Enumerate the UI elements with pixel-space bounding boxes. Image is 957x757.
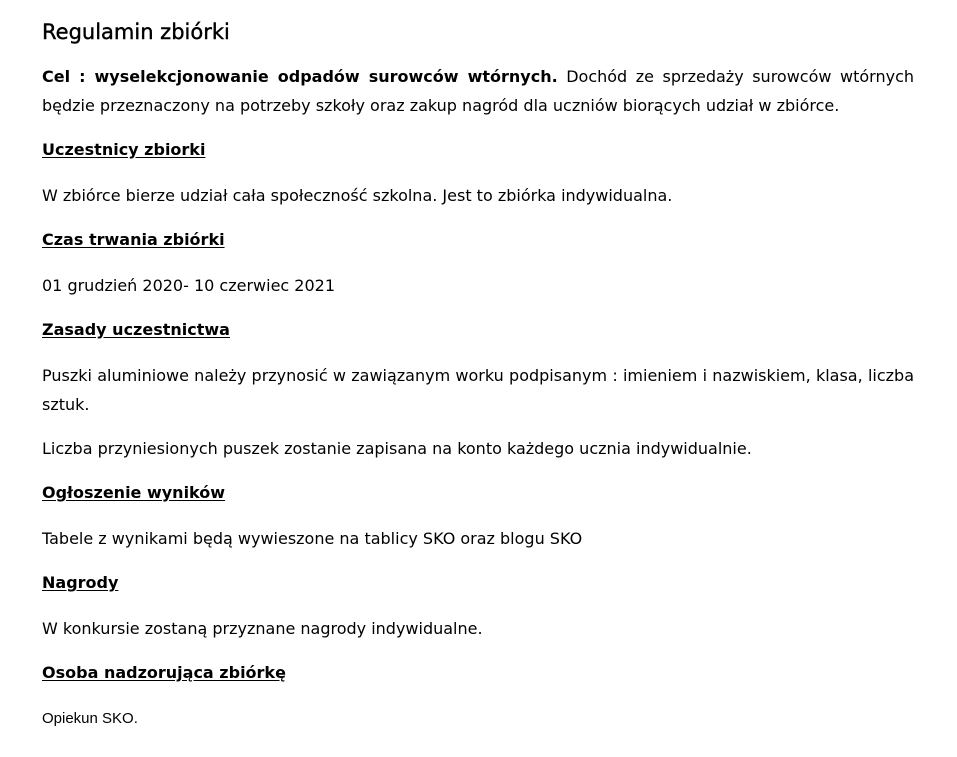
section-heading-participants: Uczestnicy zbiorki xyxy=(42,140,206,159)
intro-goal: Cel : wyselekcjonowanie odpadów surowców wtórnych. xyxy=(42,67,558,86)
supervisor-text: Opiekun SKO. xyxy=(42,710,138,727)
section-paragraph: 01 grudzień 2020- 10 czerwiec 2021 xyxy=(42,276,336,295)
section-heading-duration: Czas trwania zbiórki xyxy=(42,230,225,249)
section-heading-rules: Zasady uczestnictwa xyxy=(42,320,230,339)
section-heading-results: Ogłoszenie wyników xyxy=(42,483,226,502)
document-page xyxy=(42,18,914,733)
section-paragraph: Puszki aluminiowe należy przynosić w zawiązanym worku podpisanym : imieniem i nazwiskiem, klasa, liczba sztuk. xyxy=(42,366,914,414)
document-title: Regulamin zbiórki xyxy=(42,20,230,44)
section-heading-supervisor: Osoba nadzorująca zbiórkę xyxy=(42,663,286,682)
intro-paragraph xyxy=(42,62,914,120)
section-heading-prizes: Nagrody xyxy=(42,573,119,592)
intro-text: Dochód ze sprzedaży surowców wtórnych będzie przeznaczony na potrzeby szkoły oraz zakup nagród dla uczniów biorących udział w zbiórce. xyxy=(42,67,915,115)
section-paragraph: W konkursie zostaną przyznane nagrody indywidualne. xyxy=(42,619,483,638)
section-paragraph: Liczba przyniesionych puszek zostanie zapisana na konto każdego ucznia indywidualnie. xyxy=(42,439,752,458)
section-paragraph: W zbiórce bierze udział cała społeczność szkolna. Jest to zbiórka indywidualna. xyxy=(42,186,673,205)
section-paragraph: Tabele z wynikami będą wywieszone na tablicy SKO oraz blogu SKO xyxy=(42,529,583,548)
